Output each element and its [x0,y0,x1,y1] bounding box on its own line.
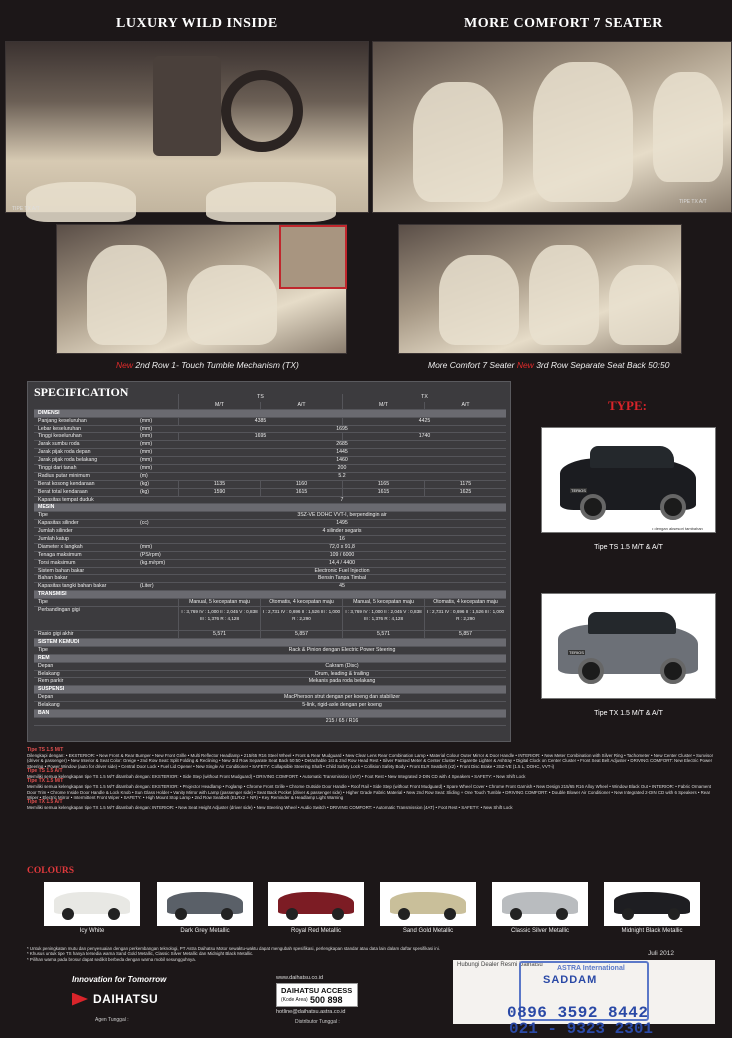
date-label: Juli 2012 [648,950,675,957]
colour-label: Sand Gold Metallic [402,928,454,934]
footnote: * Untuk peningkatan mutu dan penyesuaian dengan perkembangan teknologi, PT Astra Daihatsu Motor sewaktu-waktu dapat mengubah spesifikasi, perlengkapan standar atau data lain dalam daftar spesifikasi ini. [27,946,440,951]
steering-wheel-shape [221,70,303,152]
car-wheel-shape [221,908,233,920]
dealer-phone: 0896 3592 8442 [507,1004,649,1022]
colour-label: Dark Grey Metallic [180,928,230,934]
spec-head-row [34,394,506,402]
seat-shape [206,182,336,222]
spec-row: Jarak pijak roda depan (mm) 1445 [34,449,506,457]
header-left: LUXURY WILD INSIDE [116,16,278,31]
note-title: Tipe TX 1.5 M/T [27,778,64,785]
spec-row: Lebar keseluruhan (mm) 1695 [34,426,506,434]
car-wheel-shape [556,908,568,920]
col-ts: TS [178,394,342,402]
seat-shape [413,82,503,202]
footnote: * Khusus untuk tipe TS hanya tersedia warna Sand Gold Metallic, Classic Silver Metallic dan Midnight Black Metallic. [27,951,254,957]
tumble-seat-photo [56,224,347,354]
footnotes [27,946,527,962]
spec-row: Jumlah katup 16 [34,536,506,544]
caption-left [116,360,299,370]
col-tx-mt: M/T [342,402,424,409]
col-ts-at: A/T [260,402,342,409]
spec-row: Depan Cakram (Disc) [34,663,506,671]
car-wheel-shape [580,494,606,520]
car-label-tx: Tipe TX 1.5 M/T & A/T [594,710,663,717]
access-number: 500 898 [310,995,343,1005]
hotline-email[interactable]: hotline@daihatsu.astra.co.id [276,1009,346,1015]
car-wheel-shape [622,908,634,920]
dealer-phone: 021 - 9323 2301 [509,1020,654,1038]
colour-swatch [268,882,364,926]
header-right: MORE COMFORT 7 SEATER [464,16,663,31]
seat-shape [87,245,167,345]
dashboard-photo [5,41,369,213]
section-transmisi: TRANSMISI [34,591,506,599]
section-suspensi: SUSPENSI [34,686,506,694]
section-ban: BAN [34,710,506,718]
daihatsu-access-box [276,983,358,1007]
spec-row: Rasio gigi akhir 5,571 5,857 5,571 5,857 [34,631,506,639]
section-kemudi: SISTEM KEMUDI [34,639,506,647]
note-body: Dilengkapi dengan: • EKSTERIOR: • New Front & Rear Bumper • New Front Grille • Multi Reflector Headlamp • 215/65 R16 Steel Wheel • Front & Rear Mudguard • New Clear Lens Rear Combination Lamp • Material Colour Outer Mirror & Door Handle • INTERIOR: • New Meter Combination with Silver Ring • Tachometer • New Center Cluster • Sunvisor (driver & passenger) • New Interior & Seat Color: Greige • 2nd Row Seat: Split Folding & Reclining • New 3rd Row Separate Seat Back 50:50 • Detachable 1st & 2nd Row Head Rest • Silver Painted Meter & Center Cluster • Cigarette Lighter & Ashtray • Digital Clock on Center Cluster • Front Seat Belt Adjuster • DRIVING COMFORT: New Electric Power Steering • Power Window (auto for driver side) • Central Door Lock • Fuel Lid Opener • New Single Air Conditioner • SAFETY: Collapsible Steering Shaft • Child Safety Lock • Collision Safety Body • Front ELR Seatbelt (x2) • Front Disc Brake • 3SZ-VE (1.5 L, DOHC, VVT-i) [27,753,714,769]
spec-row: Jarak pijak roda belakang (mm) 1460 [34,457,506,465]
spec-row: Jarak sumbu roda (mm) 2685 [34,441,506,449]
car-window-shape [588,612,676,634]
specification-table [27,381,511,742]
spec-row: Belakang Drum, leading & trailing [34,671,506,679]
seat-shape [609,265,679,345]
car-wheel-shape [660,658,686,684]
spec-row: Tipe Manual, 5 kecepatan maju Otomatis, 4 kecepatan maju Manual, 5 kecepatan maju Otomatis, 4 kecepatan maju [34,599,506,607]
seven-seater-photo [398,224,682,354]
access-code: (Kode Area) [281,997,308,1003]
note-title: Tipe TS 1.5 A/T [27,767,63,774]
agen-label: Agen Tunggal : [95,1017,129,1023]
spec-title: SPECIFICATION [34,385,129,399]
spec-row: Torsi maksimum (kg.m/rpm) 14,4 / 4400 [34,560,506,568]
spec-head-row [34,402,506,410]
spec-row: Kapasitas tangki bahan bakar (Liter) 45 [34,583,506,591]
car-wheel-shape [668,908,680,920]
section-dimensi: DIMENSI [34,410,506,418]
spec-row: Diameter x langkah (mm) 72,0 x 91,8 [34,544,506,552]
seat-shape [653,72,723,182]
caption-right [428,360,669,370]
console-shape [153,56,221,156]
spec-row: Depan MacPherson strut dengan per koeng dan stabilizer [34,694,506,702]
car-note: • dengan aksesori tambahan [652,526,703,531]
brand-name: DAIHATSU [93,992,159,1006]
car-plate: TERIOS [571,488,586,493]
stamp-company: ASTRA International [557,965,625,972]
section-rem: REM [34,655,506,663]
inset-photo [279,225,347,289]
spec-row: Belakang 5-link, rigid-axle dengan per koeng [34,702,506,710]
daihatsu-logo [72,991,182,1007]
spec-grid [34,394,506,726]
note-body: Memiliki semua kelengkapan tipe TS 1.5 M/T ditambah dengan: EKSTERIOR: • Side Step (without Front Mudguard) • DRIVING COMFORT: • Automatic Transmission (4AT) • Foot Rest • New Integrated 2-DIN CD with 4 Speakers • SAFETY: • New Shift Lock [27,774,526,780]
footnote: * Pilihan warna pada brosur dapat sedikit berbeda dengan warna mobil sesungguhnya. [27,956,196,962]
colour-swatch [44,882,140,926]
caption-text: More Comfort 7 Seater [428,360,517,370]
spec-row: Berat kosong kendaraan (kg) 1135 1160 1165 1175 [34,481,506,489]
car-wheel-shape [510,908,522,920]
colour-label: Icy White [79,928,105,934]
car-wheel-shape [332,908,344,920]
dealer-heading: Hubungi Dealer Resmi Daihatsu [457,962,543,968]
spec-row: Jumlah silinder 4 silinder segaris [34,528,506,536]
photo-tag: TIPE TX A/T [12,206,40,212]
caption-new-label: New [516,360,534,370]
colour-swatch [604,882,700,926]
car-wheel-shape [286,908,298,920]
note-title: Tipe TX 1.5 A/T [27,799,63,806]
colour-swatch [157,882,253,926]
spec-row: Panjang keseluruhan (mm) 4385 4425 [34,418,506,426]
colours-title: COLOURS [27,866,74,876]
photo-tag: TIPE TX A/T [679,199,707,205]
car-wheel-shape [660,494,686,520]
access-title: DAIHATSU ACCESS [281,986,353,995]
car-window-shape [590,446,674,468]
feature-notes [27,748,717,810]
colour-label: Royal Red Metallic [290,928,342,934]
note-title: Tipe TS 1.5 M/T [27,747,64,753]
section-mesin: MESIN [34,504,506,512]
colour-swatch [492,882,588,926]
spec-row: Perbandingan gigi I : 3,769 IV : 1,000 II : 2,045 V : 0,838 III : 1,376 R : 4,128 I : 2,731 IV : 0,696 II : 1,526 III : 1,000 R : 2,290 I : 3,769 IV : 1,000 II : 2,045 V : 0,838 III : 1,376 R : 4,128 I : 2,731 IV : 0,696 II : 1,526 III : 1,000 R : 2,290 [34,607,506,631]
spec-row: Berat total kendaraan (kg) 1590 1615 1615 1625 [34,489,506,497]
caption-text: 2nd Row 1- Touch Tumble Mechanism (TX) [133,360,299,370]
website-link[interactable]: www.daihatsu.co.id [276,975,324,981]
caption-text: 3rd Row Separate Seat Back 50:50 [533,360,670,370]
daihatsu-logo-icon [72,993,88,1006]
spec-row: Bahan bakar Bensin Tanpa Timbal [34,575,506,583]
seat-shape [439,255,519,345]
seats-photo [372,41,732,213]
spec-row: Radius putar minimum (m) 5.2 [34,473,506,481]
spec-row: Kapasitas tempat duduk 7 [34,497,506,505]
spec-row: Sistem bahan bakar Electronic Fuel Injection [34,568,506,576]
car-photo-ts [541,427,716,533]
spec-row: Kapasitas silinder (cc) 1495 [34,520,506,528]
spec-row: Tinggi dari tanah (mm) 200 [34,465,506,473]
car-photo-tx [541,593,716,699]
note-body: Memiliki semua kelengkapan tipe TS 1.5 M/T ditambah dengan: EKSTERIOR: • Projector Headlamp • Foglamp • Chrome Front Grille • Chrome Outside Door Handle • Roof Rail • Side Step (without Front Mudguard) • Spare Wheel Cover • Chrome Front Garnish • New Design 215/65 R16 Alloy Wheel • Window Black Out • INTERIOR: • Fabric Ornament Door Trim • Chrome Inside Door Handle & Lock Knob • Sun Glass Holder • Vanity Mirror with Lamp (passenger side) • Seat Back Pocket (driver & passenger side) • Higher Grade Fabric Material • New 2nd Row Seat: Sliding + One Touch Tumble • DRIVING COMFORT: • Double Blower Air Conditioner • New Integrated 2-DIN CD with 6 Speakers • Rear Wiper • Electric Mirror • Intermittent Front Wiper • SAFETY: • High Mount Stop Lamp • 2nd Row Seatbelt (ELRx2 + NR) • Key Reminder & Headlamp Light Warning [27,784,711,800]
spec-row: Tenaga maksimum (PS/rpm) 109 / 6000 [34,552,506,560]
spec-row: Rem parkir Mekanis pada roda belakang [34,678,506,686]
seat-shape [26,182,136,222]
stamp-name: SADDAM [543,974,598,986]
car-wheel-shape [175,908,187,920]
dealer-contact-card [453,960,715,1038]
spec-row: Tipe 3SZ-VE DOHC VVT-I, berpendingin air [34,512,506,520]
caption-new-label: New [116,360,134,370]
spec-row: Tipe Rack & Pinion dengan Electric Power Steering [34,647,506,655]
car-wheel-shape [62,908,74,920]
car-label-ts: Tipe TS 1.5 M/T & A/T [594,544,663,551]
note-body: Memiliki semua kelengkapan tipe TX 1.5 M/T ditambah dengan: INTERIOR: • New Seat Height Adjuster (driver side) • New Steering Wheel • Audio Switch • DRIVING COMFORT: • Automatic Transmission (4AT) • Foot Rest • SAFETY: • New Shift Lock [27,805,513,811]
brand-tagline: Innovation for Tomorrow [72,975,167,984]
seat-shape [529,245,599,345]
car-wheel-shape [398,908,410,920]
colour-label: Midnight Black Metallic [621,928,683,934]
colour-swatch [380,882,476,926]
car-wheel-shape [578,658,604,684]
type-title: TYPE: [608,398,647,413]
col-ts-mt: M/T [178,402,260,409]
seat-shape [187,265,277,345]
car-wheel-shape [108,908,120,920]
seat-shape [533,62,633,202]
col-tx-at: A/T [424,402,506,409]
car-plate: TERIOS [569,650,584,655]
distributor-label: Distributor Tunggal : [295,1019,340,1025]
colour-label: Classic Silver Metallic [510,928,569,934]
spec-row: Tinggi keseluruhan (mm) 1695 1740 [34,433,506,441]
spec-row: 215 / 65 / R16 [34,718,506,726]
car-wheel-shape [444,908,456,920]
col-tx: TX [342,394,506,402]
